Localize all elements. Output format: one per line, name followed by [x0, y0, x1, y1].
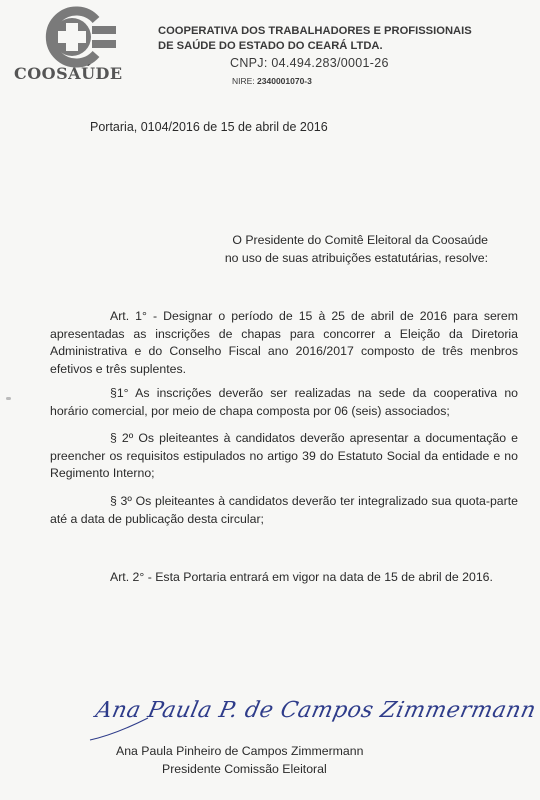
intro-statement [148, 231, 488, 267]
article-2: Art. 2° - Esta Portaria entrará em vigor na data de 15 de abril de 2016. [110, 570, 493, 584]
org-name-line2: DE SAÚDE DO ESTADO DO CEARÁ LTDA. [158, 39, 383, 52]
nire-label: NIRE: [232, 76, 258, 86]
nire-number [232, 76, 312, 86]
nire-value: 2340001070-3 [257, 76, 312, 86]
org-name-line1: COOPERATIVA DOS TRABALHADORES E PROFISSIONAIS [158, 25, 472, 37]
intro-line2: no uso de suas atribuições estatutárias, resolve: [224, 251, 488, 265]
article-1: Art. 1° - Designar o período de 15 à 25 de abril de 2016 para serem apresentadas as inscrições de chapas para concorrer a Eleição da Diretoria Administrativa e do Conselho Fiscal ano 2016/2017 composto de três menbros efetivos e três suplentes. [50, 309, 518, 376]
organization-name [158, 24, 528, 53]
paragraph-3: § 3º Os pleiteantes à candidatos deverão ter integralizado sua quota-parte até a data de publicação desta circular; [50, 494, 518, 526]
intro-line1: O Presidente do Comitê Eleitoral da Coosaúde [232, 233, 488, 247]
handwritten-signature [88, 688, 539, 748]
signatory-name: Ana Paula Pinheiro de Campos Zimmermann [116, 744, 364, 758]
paragraph-2: § 2º Os pleiteantes à candidatos deverão apresentar a documentação e preencher os requisitos estipulados no artigo 39 do Estatuto Social da entidade e no Regimento Interno; [50, 431, 518, 480]
logo-cross-icon [10, 6, 130, 68]
portaria-heading: Portaria, 0104/2016 de 15 de abril de 2016 [90, 120, 328, 134]
scan-speck [6, 397, 11, 400]
logo-wordmark: COOSAÚDE [14, 64, 123, 83]
signature-script: Ana Paula P. de Campos Zimmermann [93, 698, 539, 723]
coosaude-logo [10, 6, 130, 86]
cnpj-number: CNPJ: 04.494.283/0001-26 [230, 56, 389, 70]
signatory-title: Presidente Comissão Eleitoral [162, 762, 327, 776]
paragraph-1: §1° As inscrições deverão ser realizadas na sede da cooperativa no horário comercial, por meio de chapa composta por 06 (seis) associados; [50, 386, 518, 418]
